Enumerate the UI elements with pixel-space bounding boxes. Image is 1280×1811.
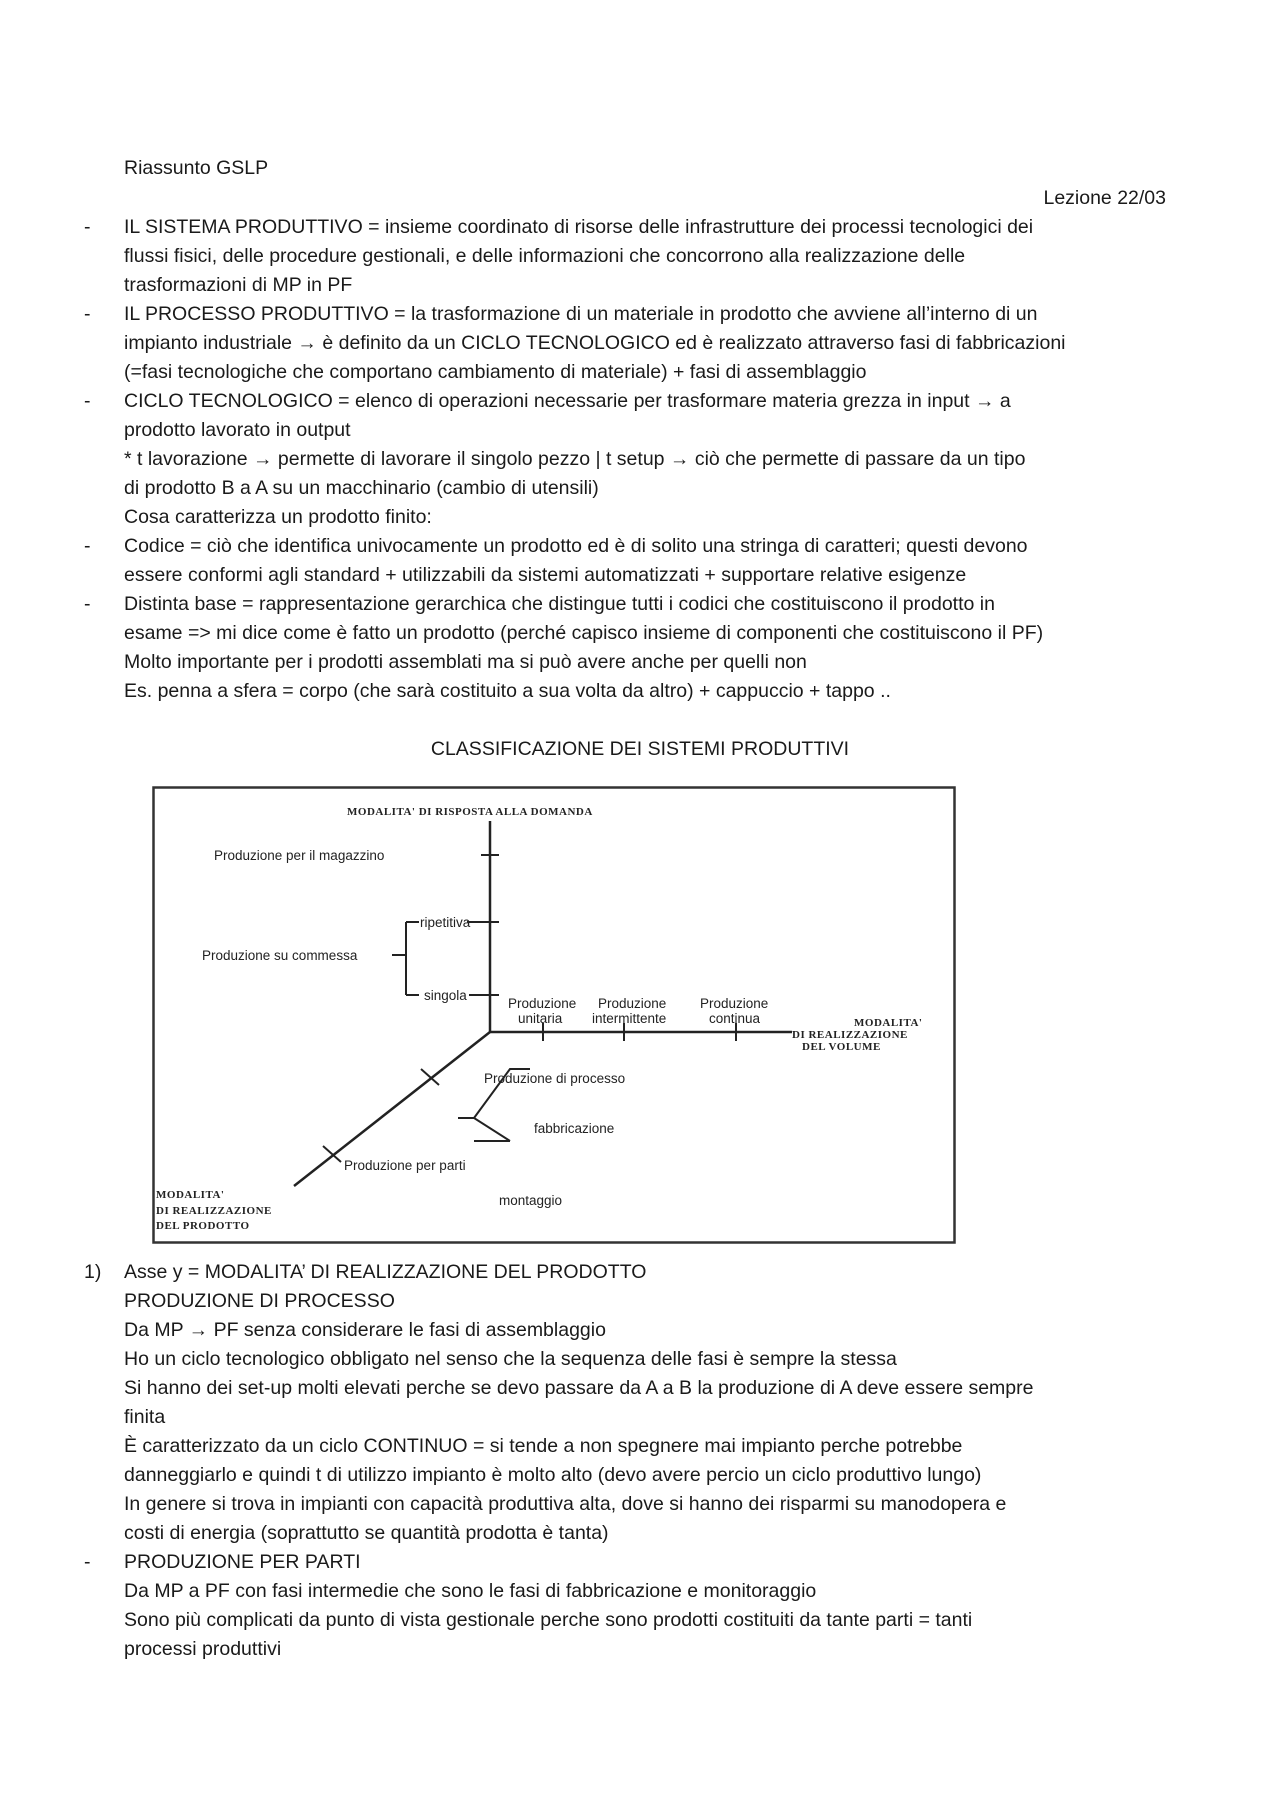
text-line: PRODUZIONE PER PARTI (124, 1551, 361, 1573)
axis-label-diagonal-3: DEL PRODOTTO (156, 1220, 250, 1232)
label-intermittente-2: intermittente (592, 1011, 667, 1026)
axis-label-horizontal-2: DI REALIZZAZIONE (792, 1029, 908, 1041)
text-line: trasformazioni di MP in PF (124, 274, 353, 296)
bullet-marker: - (84, 535, 91, 557)
label-unitaria-2: unitaria (518, 1011, 563, 1026)
text-line: IL PROCESSO PRODUTTIVO = la trasformazione di un materiale in prodotto che avviene all’interno di un (124, 303, 1038, 325)
label-processo: Produzione di processo (484, 1071, 626, 1086)
text-line: CICLO TECNOLOGICO = elenco di operazioni necessarie per trasformare materia grezza in input → a (124, 390, 1011, 412)
bullet-marker: - (84, 593, 91, 615)
label-fabbricazione: fabbricazione (534, 1121, 615, 1136)
text-line: Cosa caratterizza un prodotto finito: (124, 506, 432, 528)
text-line: Molto importante per i prodotti assemblati ma si può avere anche per quelli non (124, 651, 807, 673)
bullet-marker: - (84, 390, 91, 412)
axis-label-horizontal-1: MODALITA' (854, 1017, 923, 1029)
text-line: Si hanno dei set-up molti elevati perche se devo passare da A a B la produzione di A deve essere sempre (124, 1377, 1034, 1399)
lesson-date: Lezione 22/03 (1043, 187, 1166, 209)
text-line: prodotto lavorato in output (124, 419, 351, 441)
text-line: costi di energia (soprattutto se quantità prodotta è tanta) (124, 1522, 609, 1544)
label-magazzino: Produzione per il magazzino (214, 848, 385, 863)
text-line: Sono più complicati da punto di vista gestionale perche sono prodotti costituiti da tante parti = tanti (124, 1609, 973, 1631)
label-continua-1: Produzione (700, 996, 769, 1011)
text-line: In genere si trova in impianti con capacità produttiva alta, dove si hanno dei risparmi su manodopera e (124, 1493, 1007, 1515)
bullet-distinta-base (124, 590, 1184, 706)
text-line: PRODUZIONE DI PROCESSO (124, 1290, 395, 1312)
text-line: Codice = ciò che identifica univocamente un prodotto ed è di solito una stringa di caratteri; questi devono (124, 535, 1028, 557)
text-line: impianto industriale → è definito da un CICLO TECNOLOGICO ed è realizzato attraverso fasi di fabbricazioni (124, 332, 1066, 354)
text-line: * t lavorazione → permette di lavorare il singolo pezzo | t setup → ciò che permette di passare da un tipo (124, 448, 1026, 470)
bullet-codice (124, 532, 1184, 590)
text-line: Distinta base = rappresentazione gerarchica che distingue tutti i codici che costituiscono il prodotto in (124, 593, 995, 615)
section-produzione-per-parti (124, 1548, 1184, 1664)
list-number: 1) (84, 1261, 102, 1283)
text-line: di prodotto B a A su un macchinario (cambio di utensili) (124, 477, 599, 499)
text-line: Da MP a PF con fasi intermedie che sono le fasi di fabbricazione e monitoraggio (124, 1580, 817, 1602)
text-line: finita (124, 1406, 166, 1428)
label-unitaria-1: Produzione (508, 996, 577, 1011)
bullet-ciclo-tecnologico (124, 387, 1184, 532)
text-line: flussi fisici, delle procedure gestionali, e delle informazioni che concorrono alla realizzazione delle (124, 245, 966, 267)
label-continua-2: continua (709, 1011, 761, 1026)
classification-diagram (152, 786, 956, 1244)
text-line: danneggiarlo e quindi t di utilizzo impianto è molto alto (devo avere percio un ciclo produttivo lungo) (124, 1464, 982, 1486)
bullet-marker: - (84, 303, 91, 325)
bullet-marker: - (84, 1551, 91, 1573)
text-line: esame => mi dice come è fatto un prodotto (perché capisco insieme di componenti che costituiscono il PF) (124, 622, 1044, 644)
document-title: Riassunto GSLP (124, 157, 269, 179)
label-singola: singola (424, 988, 467, 1003)
text-line: È caratterizzato da un ciclo CONTINUO = si tende a non spegnere mai impianto perche potrebbe (124, 1435, 963, 1457)
text-line: (=fasi tecnologiche che comportano cambiamento di materiale) + fasi di assemblaggio (124, 361, 867, 383)
axis-label-diagonal-1: MODALITA' (156, 1189, 225, 1201)
bullet-sistema-produttivo (124, 213, 1184, 300)
text-line: Ho un ciclo tecnologico obbligato nel senso che la sequenza delle fasi è sempre la stessa (124, 1348, 897, 1370)
label-intermittente-1: Produzione (598, 996, 667, 1011)
label-ripetitiva: ripetitiva (420, 915, 471, 930)
text-line: Es. penna a sfera = corpo (che sarà costituito a sua volta da altro) + cappuccio + tappo .. (124, 680, 891, 702)
bullet-processo-produttivo (124, 300, 1184, 387)
axis-label-horizontal-3: DEL VOLUME (802, 1041, 881, 1053)
label-commessa: Produzione su commessa (202, 948, 358, 963)
label-parti: Produzione per parti (344, 1158, 466, 1173)
text-line: Asse y = MODALITA’ DI REALIZZAZIONE DEL PRODOTTO (124, 1261, 647, 1283)
bullet-marker: - (84, 216, 91, 238)
axis-label-diagonal-2: DI REALIZZAZIONE (156, 1205, 272, 1217)
section-produzione-di-processo (124, 1258, 1184, 1548)
label-montaggio: montaggio (499, 1193, 563, 1208)
text-line: Da MP → PF senza considerare le fasi di assemblaggio (124, 1319, 606, 1341)
text-line: essere conformi agli standard + utilizzabili da sistemi automatizzati + supportare relative esigenze (124, 564, 967, 586)
axis-label-vertical: MODALITA' DI RISPOSTA ALLA DOMANDA (347, 806, 593, 818)
text-line: processi produttivi (124, 1638, 282, 1660)
section-title: CLASSIFICAZIONE DEI SISTEMI PRODUTTIVI (430, 738, 850, 760)
text-line: IL SISTEMA PRODUTTIVO = insieme coordinato di risorse delle infrastrutture dei processi tecnologici dei (124, 216, 1034, 238)
